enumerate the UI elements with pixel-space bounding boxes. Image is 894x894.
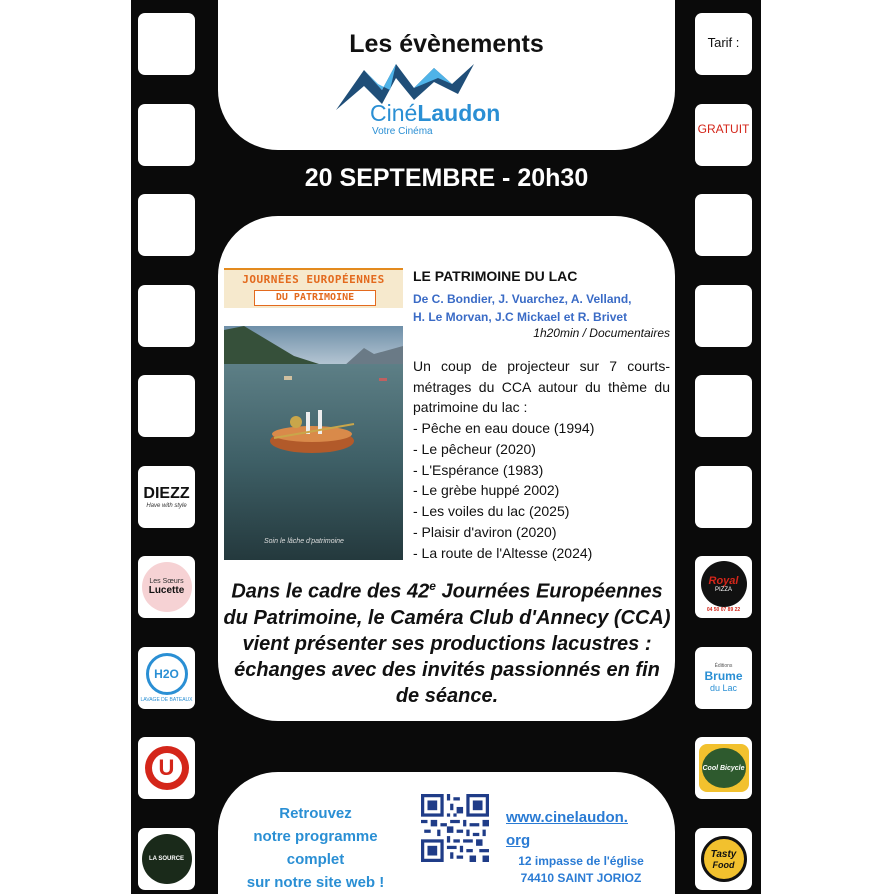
photo-caption: Soin le lâche d'patrimoine xyxy=(264,538,344,545)
film-hole xyxy=(695,194,752,256)
sponsor-soeurs-lucette-logo: Les Sœurs Lucette xyxy=(138,556,195,618)
sponsor-h2o-logo: H2O LAVAGE DE BATEAUX xyxy=(138,647,195,709)
film-title: LE PATRIMOINE DU LAC xyxy=(413,268,578,284)
directors-line: De C. Bondier, J. Vuarchez, A. Velland, xyxy=(413,292,632,306)
event-description: Dans le cadre des 42e Journées Européennes du Patrimoine, le Caméra Club d'Annecy (CCA) vient présenter ses productions lacustres : échanges avec des invités passionnés en fin de séance. xyxy=(223,579,671,707)
programme-line: sur notre site web ! xyxy=(246,874,385,891)
film-directors xyxy=(413,290,663,326)
website-link[interactable]: www.cinelaudon. org xyxy=(506,809,628,849)
film-hole xyxy=(138,285,195,347)
programme-text xyxy=(228,802,403,894)
film-hole xyxy=(138,13,195,75)
film-hole xyxy=(138,375,195,437)
film-hole xyxy=(138,104,195,166)
patrimoine-banner xyxy=(224,268,403,308)
programme-line: notre programme xyxy=(253,828,378,845)
cinema-address: 12 impasse de l'église 74410 SAINT JORIOZ xyxy=(518,854,644,885)
tarif-value: GRATUIT xyxy=(697,122,750,136)
sponsor-tasty-food-logo: Tasty Food xyxy=(695,828,752,890)
page-title: Les évènements xyxy=(349,30,544,58)
list-item: - Le grèbe huppé 2002) xyxy=(413,482,560,499)
film-hole xyxy=(695,466,752,528)
sponsor-super-u-logo: U xyxy=(138,737,195,799)
cinelaudon-logo: CinéLaudon xyxy=(370,100,501,126)
film-poster-photo xyxy=(224,326,403,560)
film-duration: 1h20min / Documentaires xyxy=(533,326,670,340)
logo-tagline: Votre Cinéma xyxy=(372,126,433,137)
list-item: - L'Espérance (1983) xyxy=(413,461,544,478)
list-item: - Le pêcheur (2020) xyxy=(413,440,536,457)
programme-line: Retrouvez xyxy=(279,805,352,822)
sponsor-brume-du-lac-logo: Éditions Brume du Lac xyxy=(695,647,752,709)
sponsor-diezz-logo: DIEZZ Have with style xyxy=(138,466,195,528)
sponsor-royal-pizza-logo: Royal PIZZA 04 50 07 89 22 xyxy=(695,556,752,618)
list-item: - La route de l'Altesse (2024) xyxy=(413,544,593,561)
list-item: - Pêche en eau douce (1994) xyxy=(413,420,595,436)
directors-line: H. Le Morvan, J.C Mickael et R. Brivet xyxy=(413,310,628,324)
film-hole xyxy=(695,285,752,347)
film-hole xyxy=(695,375,752,437)
sponsor-cool-bicycle-logo: Cool Bicycle xyxy=(695,737,752,799)
film-hole xyxy=(138,194,195,256)
banner-line2: DU PATRIMOINE xyxy=(254,290,376,306)
banner-line1: JOURNÉES EUROPÉENNES xyxy=(242,273,385,286)
list-item: - Les voiles du lac (2025) xyxy=(413,503,570,520)
programme-line: complet xyxy=(286,851,345,868)
film-synopsis: Un coup de projecteur sur 7 courts-métrages du CCA autour du thème du patrimoine du lac : xyxy=(413,358,670,415)
sponsor-la-source-logo: LA SOURCE xyxy=(138,828,195,890)
shorts-list xyxy=(413,418,594,564)
event-date: 20 SEPTEMBRE - 20h30 xyxy=(304,164,589,192)
list-item: - Plaisir d'aviron (2020) xyxy=(413,523,557,540)
qr-code-icon[interactable] xyxy=(421,794,489,862)
tarif-label: Tarif : xyxy=(707,35,740,50)
